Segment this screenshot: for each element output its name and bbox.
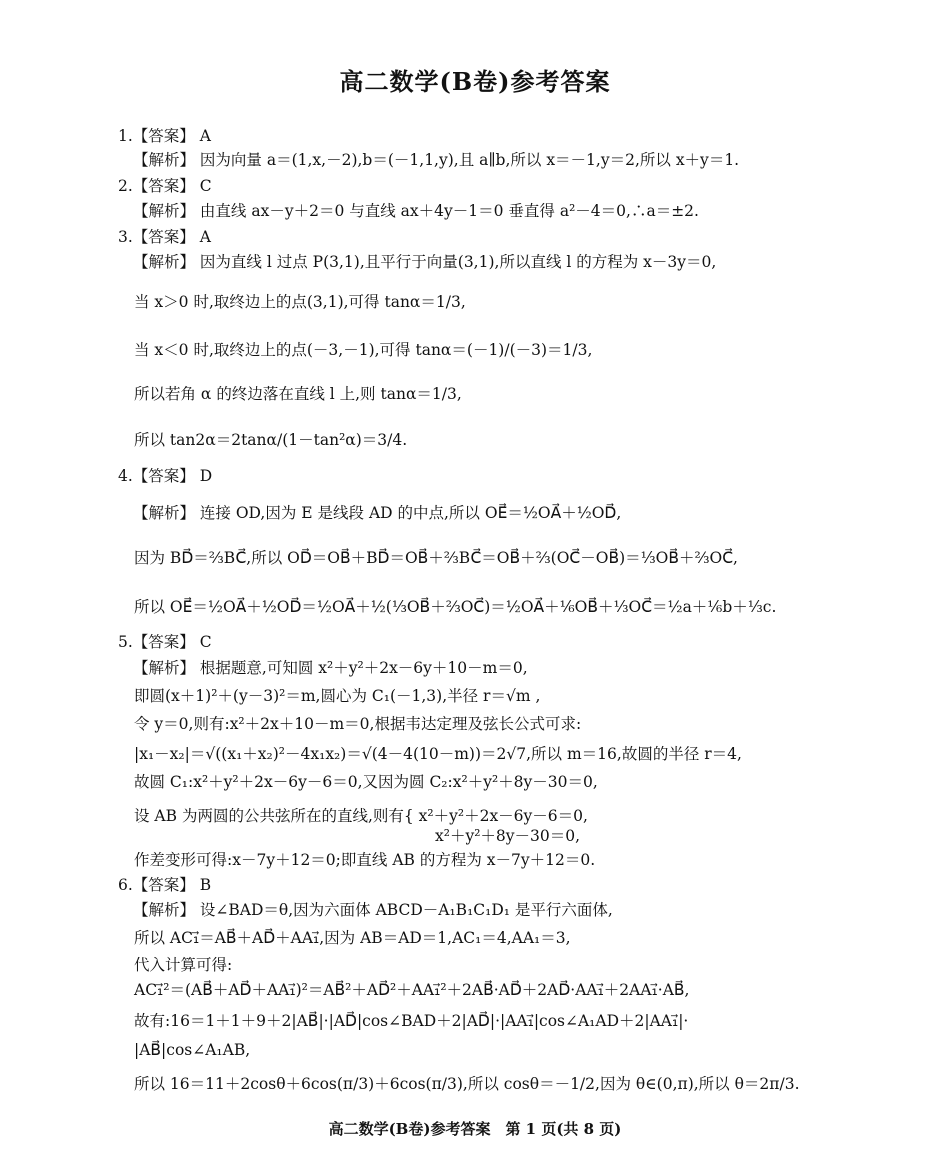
- q6-line: |AB⃗|cos∠A₁AB,: [134, 1041, 251, 1059]
- q3-line: 当 x＞0 时,取终边上的点(3,1),可得 tanα＝1/3,: [134, 293, 466, 311]
- q1-explanation: 【解析】 因为向量 a＝(1,x,－2),b＝(－1,1,y),且 a∥b,所以 x＝－1,y＝2,所以 x＋y＝1.: [133, 151, 740, 169]
- q2-answer: 2.【答案】 C: [118, 177, 212, 195]
- q3-line: 当 x＜0 时,取终边上的点(－3,－1),可得 tanα＝(－1)/(－3)＝1/3,: [134, 341, 593, 359]
- q6-line: 所以 AC₁⃗＝AB⃗＋AD⃗＋AA₁⃗,因为 AB＝AD＝1,AC₁＝4,AA₁＝3,: [134, 929, 571, 947]
- q5-explanation: 【解析】 根据题意,可知圆 x²＋y²＋2x－6y＋10－m＝0,: [133, 659, 528, 677]
- page-footer: 高二数学(B卷)参考答案 第 1 页(共 8 页): [328, 1120, 622, 1138]
- q6-answer: 6.【答案】 B: [118, 876, 212, 894]
- page-title: 高二数学(B卷)参考答案: [339, 67, 611, 96]
- q6-explanation: 【解析】 设∠BAD＝θ,因为六面体 ABCD－A₁B₁C₁D₁ 是平行六面体,: [133, 901, 613, 919]
- q6-line: 故有:16＝1＋1＋9＋2|AB⃗|·|AD⃗|cos∠BAD＋2|AD⃗|·|AA₁⃗|cos∠A₁AD＋2|AA₁⃗|·: [134, 1012, 689, 1030]
- q5-answer: 5.【答案】 C: [118, 633, 212, 651]
- q3-answer: 3.【答案】 A: [118, 228, 211, 246]
- q2-explanation: 【解析】 由直线 ax－y＋2＝0 与直线 ax＋4y－1＝0 垂直得 a²－4＝0,∴a＝±2.: [133, 202, 699, 220]
- q5-system-line-1: 设 AB 为两圆的公共弦所在的直线,则有{ x²＋y²＋2x－6y－6＝0,: [134, 807, 588, 825]
- q6-line: 代入计算可得:: [134, 956, 233, 974]
- q3-explanation: 【解析】 因为直线 l 过点 P(3,1),且平行于向量(3,1),所以直线 l 的方程为 x－3y＝0,: [133, 253, 717, 271]
- q4-line: 所以 OE⃗＝½OA⃗＋½OD⃗＝½OA⃗＋½(⅓OB⃗＋⅔OC⃗)＝½OA⃗＋⅙OB⃗＋⅓OC⃗＝½a＋⅙b＋⅓c.: [134, 598, 777, 616]
- q3-line: 所以若角 α 的终边落在直线 l 上,则 tanα＝1/3,: [134, 385, 462, 403]
- q6-line: AC₁⃗²＝(AB⃗＋AD⃗＋AA₁⃗)²＝AB⃗²＋AD⃗²＋AA₁⃗²＋2AB⃗·AD⃗＋2AD⃗·AA₁⃗＋2AA₁⃗·AB⃗,: [134, 981, 690, 999]
- q5-line: |x₁－x₂|＝√((x₁＋x₂)²－4x₁x₂)＝√(4－4(10－m))＝2√7,所以 m＝16,故圆的半径 r＝4,: [134, 745, 742, 763]
- q5-line: 即圆(x＋1)²＋(y－3)²＝m,圆心为 C₁(－1,3),半径 r＝√m ,: [134, 687, 541, 705]
- q1-answer: 1.【答案】 A: [118, 127, 211, 145]
- q6-line: 所以 16＝11＋2cosθ＋6cos(π/3)＋6cos(π/3),所以 cosθ＝－1/2,因为 θ∈(0,π),所以 θ＝2π/3.: [134, 1075, 800, 1093]
- q5-line: 作差变形可得:x－7y＋12＝0;即直线 AB 的方程为 x－7y＋12＝0.: [134, 851, 596, 869]
- q3-line: 所以 tan2α＝2tanα/(1－tan²α)＝3/4.: [134, 431, 408, 449]
- q5-system-line-2: x²＋y²＋8y－30＝0,: [435, 827, 581, 845]
- q4-line: 因为 BD⃗＝⅔BC⃗,所以 OD⃗＝OB⃗＋BD⃗＝OB⃗＋⅔BC⃗＝OB⃗＋⅔(OC⃗－OB⃗)＝⅓OB⃗＋⅔OC⃗,: [134, 549, 738, 567]
- q5-line: 令 y＝0,则有:x²＋2x＋10－m＝0,根据韦达定理及弦长公式可求:: [134, 715, 582, 733]
- q5-line: 故圆 C₁:x²＋y²＋2x－6y－6＝0,又因为圆 C₂:x²＋y²＋8y－30＝0,: [134, 773, 598, 791]
- q4-explanation: 【解析】 连接 OD,因为 E 是线段 AD 的中点,所以 OE⃗＝½OA⃗＋½OD⃗,: [133, 504, 622, 522]
- q4-answer: 4.【答案】 D: [118, 467, 213, 485]
